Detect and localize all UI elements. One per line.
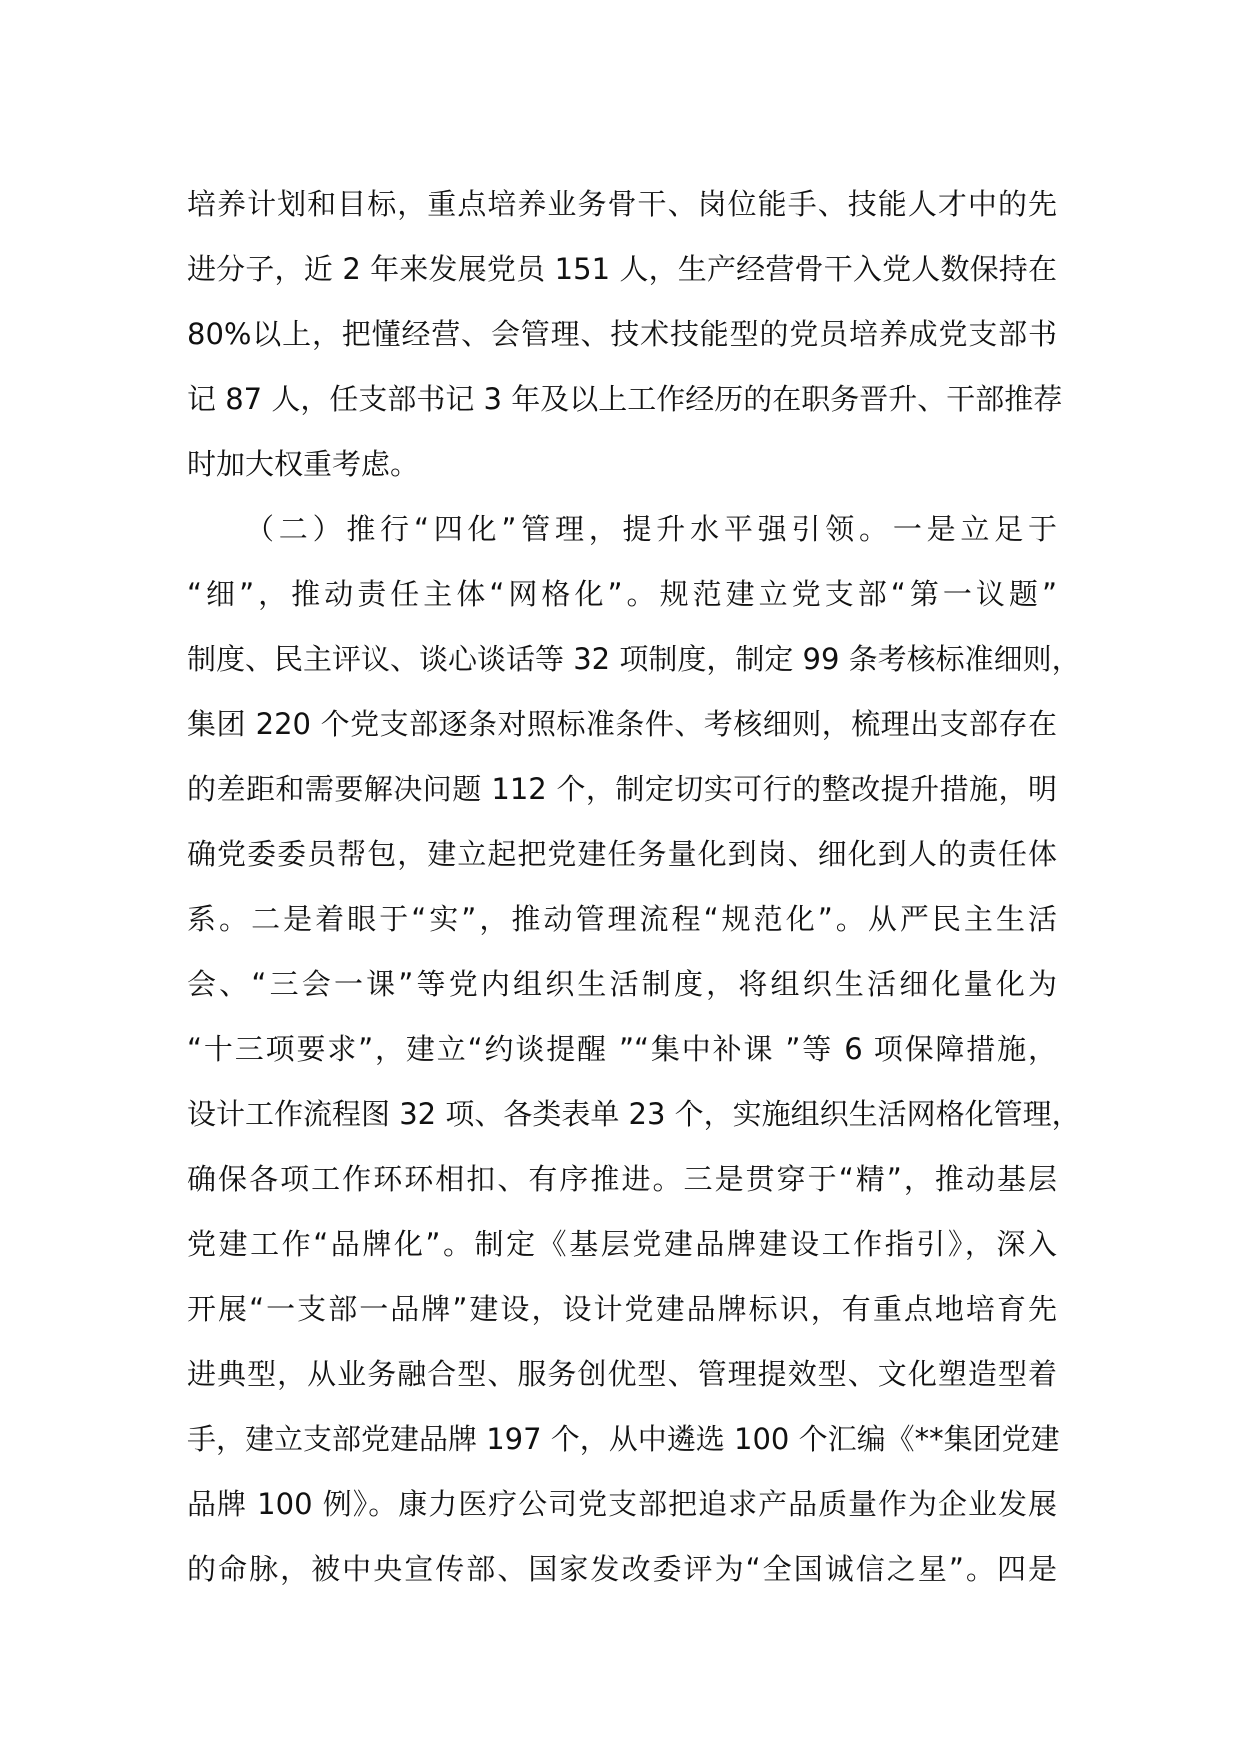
text-line: 手，建立支部党建品牌 197 个，从中遴选 100 个汇编《**集团党建 [187, 1422, 1060, 1456]
text-line: 设计工作流程图 32 项、各类表单 23 个，实施组织生活网格化管理， [187, 1097, 1081, 1131]
text-line: 80%以上，把懂经营、会管理、技术技能型的党员培养成党支部书 [187, 317, 1057, 351]
text-line: 确保各项工作环环相扣、有序推进。三是贯穿于“精”，推动基层 [187, 1162, 1057, 1196]
text-line: 品牌 100 例》。康力医疗公司党支部把追求产品质量作为企业发展 [187, 1487, 1057, 1521]
text-line: 进典型，从业务融合型、服务创优型、管理提效型、文化塑造型着 [187, 1357, 1057, 1391]
text-line: 的差距和需要解决问题 112 个，制定切实可行的整改提升措施，明 [187, 772, 1057, 806]
document-body [187, 172, 1081, 1602]
text-line: 系。二是着眼于“实”，推动管理流程“规范化”。从严民主生活 [187, 902, 1057, 936]
text-line: “十三项要求”，建立“约谈提醒 ”“集中补课 ”等 6 项保障措施， [187, 1032, 1057, 1066]
text-line: 的命脉，被中央宣传部、国家发改委评为“全国诚信之星”。四是 [187, 1552, 1057, 1586]
text-line: 集团 220 个党支部逐条对照标准条件、考核细则，梳理出支部存在 [187, 707, 1057, 741]
paragraph-2 [187, 497, 1081, 1602]
text-line: 时加大权重考虑。 [187, 447, 420, 481]
text-line: 培养计划和目标，重点培养业务骨干、岗位能手、技能人才中的先 [187, 187, 1057, 221]
text-line: 进分子，近 2 年来发展党员 151 人，生产经营骨干入党人数保持在 [187, 252, 1057, 286]
text-line: 确党委委员帮包，建立起把党建任务量化到岗、细化到人的责任体 [187, 837, 1057, 871]
section-heading-line: （二）推行“四化”管理，提升水平强引领。一是立足于 [245, 512, 1057, 546]
text-line: 制度、民主评议、谈心谈话等 32 项制度，制定 99 条考核标准细则， [187, 642, 1081, 676]
text-line: 会、“三会一课”等党内组织生活制度，将组织生活细化量化为 [187, 967, 1057, 1001]
text-line: 记 87 人，任支部书记 3 年及以上工作经历的在职务晋升、干部推荐 [187, 382, 1063, 416]
paragraph-1 [187, 172, 1063, 497]
text-line: 党建工作“品牌化”。制定《基层党建品牌建设工作指引》，深入 [187, 1227, 1057, 1261]
text-line: “细”，推动责任主体“网格化”。规范建立党支部“第一议题” [187, 577, 1057, 611]
text-line: 开展“一支部一品牌”建设，设计党建品牌标识，有重点地培育先 [187, 1292, 1057, 1326]
